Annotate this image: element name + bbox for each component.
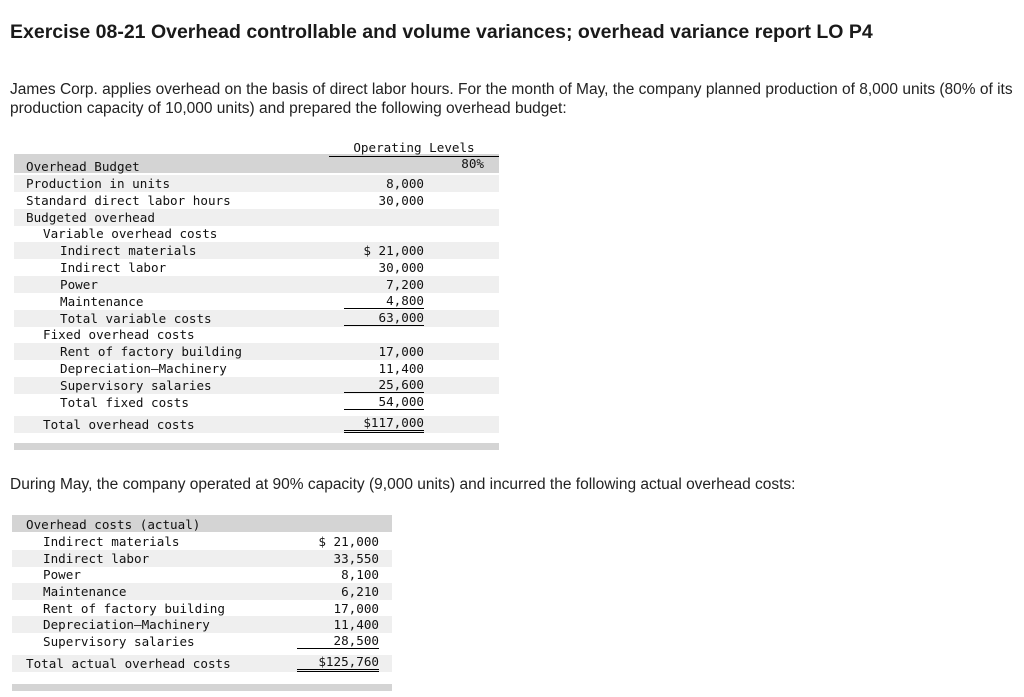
row-label: Fixed overhead costs (43, 327, 195, 342)
table-row (14, 360, 499, 377)
row-value: 8,100 (341, 567, 379, 582)
row-value: 8,000 (386, 176, 424, 191)
row-label: Indirect labor (43, 551, 150, 566)
row-value: 28,500 (297, 633, 379, 649)
row-label: Budgeted overhead (26, 210, 155, 225)
row-value: 11,400 (378, 361, 424, 376)
row-label: Production in units (26, 176, 171, 191)
row-value: 33,550 (333, 551, 379, 566)
table-row (14, 242, 499, 259)
footer-band (14, 443, 499, 450)
row-label: Depreciation—Machinery (60, 361, 227, 376)
table-row (12, 600, 392, 617)
operating-level-80pct: 80% (461, 156, 484, 171)
row-value: 17,000 (333, 601, 379, 616)
actual-intro-paragraph: During May, the company operated at 90% capacity (9,000 units) and incurred the following actual overhead costs: (10, 476, 796, 493)
table-row (14, 259, 499, 276)
row-label: Power (43, 567, 81, 582)
operating-levels-header: Operating Levels (329, 141, 499, 157)
table-row (14, 293, 499, 310)
row-value: 17,000 (378, 344, 424, 359)
table-row (12, 550, 392, 567)
row-value: $ 21,000 (318, 534, 379, 549)
row-label: Supervisory salaries (60, 378, 212, 393)
row-value: 4,800 (344, 293, 424, 309)
row-label: Power (60, 277, 98, 292)
table-row (14, 158, 499, 175)
table-row (12, 566, 392, 583)
table-row (12, 633, 392, 650)
row-label: Total variable costs (60, 311, 212, 326)
table-row (12, 583, 392, 600)
table-row (12, 516, 392, 533)
table-row (12, 616, 392, 633)
row-value: 11,400 (333, 617, 379, 632)
table-row (14, 192, 499, 209)
row-label: Total fixed costs (60, 395, 189, 410)
row-label: Rent of factory building (43, 601, 225, 616)
row-value: 25,600 (344, 377, 424, 393)
table-row (14, 209, 499, 226)
row-label: Indirect labor (60, 260, 167, 275)
row-label: Supervisory salaries (43, 634, 195, 649)
actual-overhead-table (12, 515, 392, 691)
row-value: 30,000 (378, 193, 424, 208)
overhead-budget-table (14, 139, 499, 450)
intro-paragraph: James Corp. applies overhead on the basis of direct labor hours. For the month of May, the company planned production of 8,000 units (80% of its production capacity of 10,000 units) and prepared the following overhead budget: (10, 81, 1013, 117)
row-label: Total overhead costs (43, 417, 195, 432)
row-label: Depreciation—Machinery (43, 617, 210, 632)
row-value: 54,000 (344, 394, 424, 410)
table-row (14, 175, 499, 192)
row-value: $125,760 (297, 655, 379, 672)
table-row (12, 533, 392, 550)
table-row (12, 655, 392, 672)
row-label: Maintenance (43, 584, 127, 599)
row-value: $117,000 (344, 416, 424, 433)
row-label: Indirect materials (60, 243, 197, 258)
row-label: Indirect materials (43, 534, 180, 549)
row-label: Overhead Budget (26, 159, 140, 174)
row-label: Rent of factory building (60, 344, 242, 359)
row-label: Maintenance (60, 294, 144, 309)
row-value: 7,200 (386, 277, 424, 292)
exercise-title: Exercise 08-21 Overhead controllable and volume variances; overhead variance report LO P4 (10, 21, 873, 43)
row-label: Overhead costs (actual) (26, 517, 201, 532)
table-row (14, 326, 499, 343)
row-label: Standard direct labor hours (26, 193, 231, 208)
table-row (14, 310, 499, 327)
table-row (14, 377, 499, 394)
table-row (14, 394, 499, 411)
table-row (14, 276, 499, 293)
footer-band (12, 684, 392, 691)
row-label: Variable overhead costs (43, 226, 218, 241)
row-label: Total actual overhead costs (26, 656, 231, 671)
row-value: $ 21,000 (363, 243, 424, 258)
table-row (14, 343, 499, 360)
table-row (14, 416, 499, 433)
row-value: 30,000 (378, 260, 424, 275)
row-value: 63,000 (344, 310, 424, 326)
row-value: 6,210 (341, 584, 379, 599)
table-row (14, 225, 499, 242)
